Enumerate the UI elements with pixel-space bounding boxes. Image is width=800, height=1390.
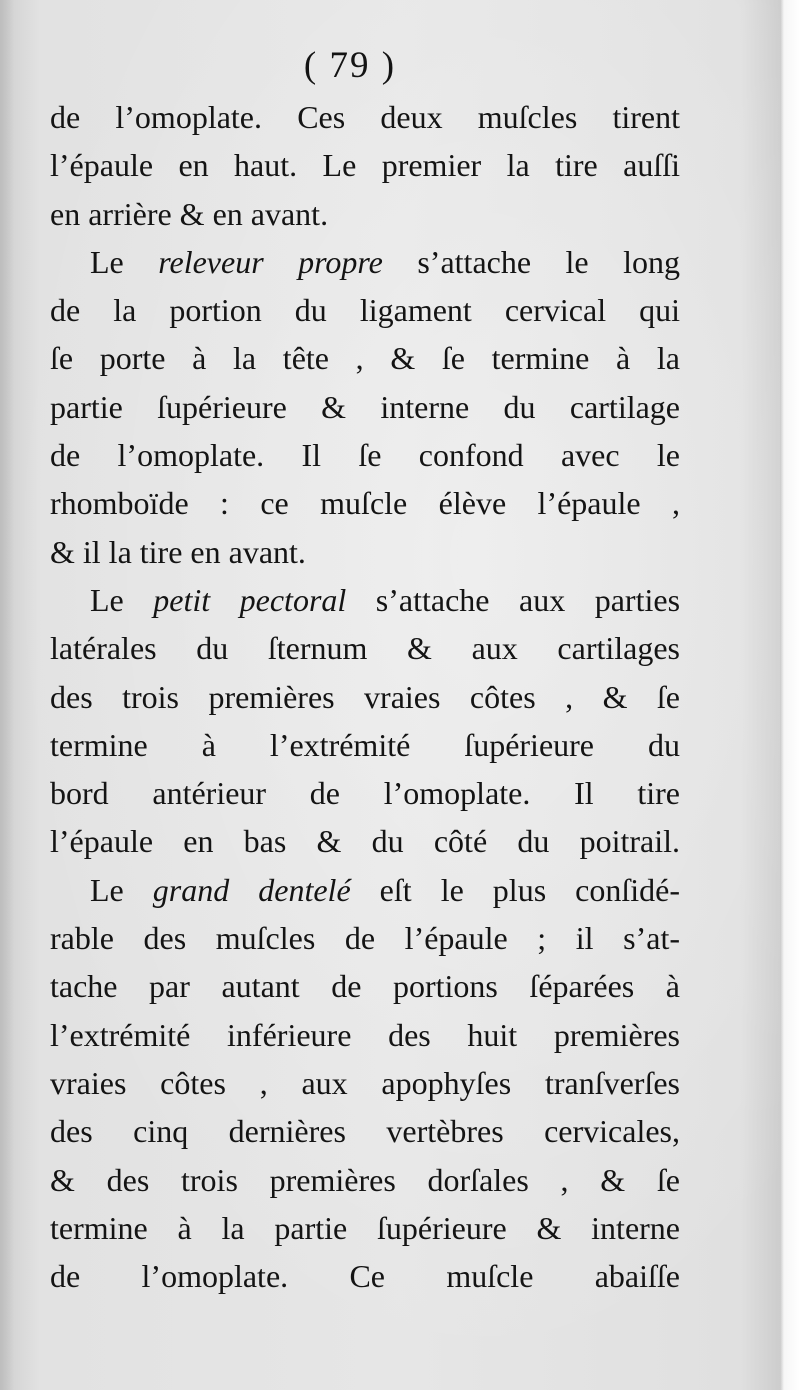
text-line [50, 576, 680, 624]
text-line: & il la tire en avant. [50, 533, 306, 570]
text-line: rable des muſcles de l’épaule ; il s’at- [50, 920, 680, 957]
text-line: de l’omoplate. Ce muſcle abaiſſe [50, 1258, 680, 1295]
page-left-shadow [0, 0, 14, 1390]
text-line: termine à l’extrémité ſupérieure du [50, 726, 680, 763]
page-right-edge [780, 0, 800, 1390]
text-line: rhomboïde : ce muſcle élève l’épaule , [50, 485, 680, 522]
page-number: ( 79 ) [303, 45, 397, 86]
text-line: termine à la partie ſupérieure & interne [50, 1209, 680, 1246]
text-line: de l’omoplate. Il ſe confond avec le [50, 437, 680, 474]
text-line: bord antérieur de l’omoplate. Il tire [50, 775, 680, 812]
text-line: tache par autant de portions ſéparées à [50, 968, 680, 1005]
text-line [50, 238, 680, 286]
text-line: de la portion du ligament cervical qui [50, 292, 680, 329]
text-line: des cinq dernières vertèbres cervicales, [50, 1113, 680, 1150]
text-line: de l’omoplate. Ces deux muſcles tirent [50, 99, 680, 135]
text-line: l’épaule en bas & du côté du poitrail. [50, 823, 680, 860]
italic-term: releveur propre [158, 243, 383, 280]
text-segment: eſt le plus conſidé- [350, 871, 681, 908]
text-line: ſe porte à la tête , & ſe termine à la [50, 340, 680, 377]
text-line: & des trois premières dorſales , & ſe [50, 1161, 680, 1198]
text-segment: Le [90, 581, 154, 618]
text-line: latérales du ſternum & aux cartilages [50, 630, 680, 667]
italic-term: petit pectoral [153, 581, 347, 618]
text-line: en arrière & en avant. [50, 195, 329, 232]
text-line: partie ſupérieure & interne du cartilage [50, 388, 680, 425]
text-segment: s’attache aux parties [346, 581, 681, 618]
italic-term: grand dentelé [152, 871, 351, 908]
body-text [50, 93, 680, 1300]
text-segment: s’attache le long [382, 243, 681, 280]
text-segment: Le [90, 871, 153, 908]
text-line: des trois premières vraies côtes , & ſe [50, 678, 680, 715]
text-line: l’épaule en haut. Le premier la tire auſſi [50, 147, 680, 184]
text-line [50, 866, 680, 914]
text-segment: Le [90, 243, 159, 280]
text-line: l’extrémité inférieure des huit premières [50, 1016, 680, 1053]
text-line: vraies côtes , aux apophyſes tranſverſes [50, 1064, 680, 1101]
